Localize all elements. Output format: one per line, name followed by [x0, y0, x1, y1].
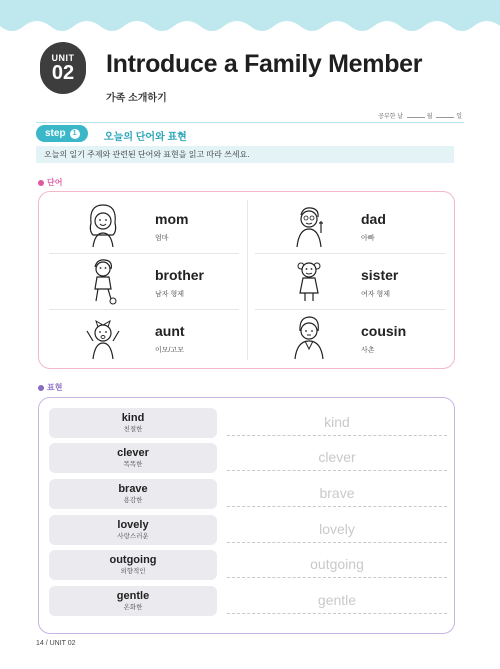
- word-korean: 여자 형제: [361, 291, 390, 298]
- column-divider: [247, 200, 248, 360]
- step-label: step: [45, 128, 66, 139]
- expression-card: [49, 550, 217, 580]
- expression-korean: 친절한: [123, 426, 143, 433]
- aunt-icon: [83, 313, 123, 361]
- trace-writing-line[interactable]: outgoing: [227, 552, 447, 578]
- words-heading: [38, 177, 62, 188]
- expression-row-lovely: [49, 515, 449, 545]
- word-korean: 엄마: [155, 235, 169, 242]
- day-blank[interactable]: [436, 117, 454, 118]
- words-panel: [38, 191, 455, 369]
- cousin-icon: [289, 313, 329, 361]
- unit-number: 02: [51, 62, 75, 84]
- expression-english: gentle: [116, 590, 150, 602]
- step-badge: [36, 125, 88, 142]
- expressions-heading: [38, 382, 62, 393]
- step-number: 1: [70, 129, 80, 139]
- trace-writing-line[interactable]: gentle: [227, 588, 447, 614]
- page-footer: 14 / UNIT 02: [36, 640, 76, 647]
- word-korean: 남자 형제: [155, 291, 184, 298]
- instruction-bar: [36, 146, 454, 163]
- month-blank[interactable]: [407, 117, 425, 118]
- word-english: dad: [361, 211, 386, 227]
- expression-english: lovely: [117, 519, 149, 531]
- day-label: 일: [456, 114, 462, 120]
- expression-row-gentle: [49, 586, 449, 616]
- word-card-cousin: [255, 310, 445, 364]
- expression-row-outgoing: [49, 550, 449, 580]
- word-card-dad: [255, 198, 445, 252]
- word-korean: 사촌: [361, 347, 375, 354]
- word-korean: 이모/고모: [155, 347, 184, 354]
- expression-korean: 온화한: [123, 604, 143, 611]
- page-subtitle: 가족 소개하기: [106, 93, 167, 104]
- brother-icon: [83, 257, 123, 305]
- trace-writing-line[interactable]: kind: [227, 410, 447, 436]
- expression-korean: 똑똑한: [123, 461, 143, 468]
- expression-row-brave: [49, 479, 449, 509]
- expression-row-kind: [49, 408, 449, 438]
- trace-writing-line[interactable]: brave: [227, 481, 447, 507]
- word-card-aunt: [49, 310, 239, 364]
- word-english: sister: [361, 267, 399, 283]
- word-korean: 아빠: [361, 235, 375, 242]
- expression-english: clever: [117, 447, 149, 459]
- trace-writing-line[interactable]: lovely: [227, 517, 447, 543]
- study-date-label: 공부한 날: [378, 114, 404, 120]
- word-card-sister: [255, 254, 445, 308]
- expression-english: brave: [118, 483, 148, 495]
- word-english: aunt: [155, 323, 185, 339]
- bullet-dot-icon: [38, 180, 44, 186]
- page-title: Introduce a Family Member: [106, 50, 423, 78]
- word-card-mom: [49, 198, 239, 252]
- word-english: cousin: [361, 323, 407, 339]
- expression-card: [49, 586, 217, 616]
- word-card-brother: [49, 254, 239, 308]
- trace-writing-line[interactable]: clever: [227, 445, 447, 471]
- sister-icon: [289, 257, 329, 305]
- header-divider: [36, 122, 464, 123]
- dad-icon: [289, 201, 329, 249]
- expression-english: outgoing: [109, 554, 157, 566]
- expression-korean: 용감한: [123, 497, 143, 504]
- expression-card: [49, 408, 217, 438]
- bullet-dot-icon: [38, 385, 44, 391]
- month-label: 월: [426, 114, 433, 120]
- expression-card: [49, 515, 217, 545]
- instruction-text: 오늘의 일기 주제와 관련된 단어와 표현을 읽고 따라 쓰세요.: [44, 150, 250, 159]
- word-english: brother: [155, 267, 204, 283]
- expression-card: [49, 479, 217, 509]
- expressions-panel: [38, 397, 455, 634]
- expression-english: kind: [121, 412, 145, 424]
- word-english: mom: [155, 211, 189, 227]
- expressions-heading-label: 표현: [47, 383, 63, 392]
- expression-card: [49, 443, 217, 473]
- mom-icon: [83, 201, 123, 249]
- expression-korean: 사랑스러운: [117, 533, 149, 540]
- header-wave: [0, 0, 500, 36]
- step-title: 오늘의 단어와 표현: [104, 132, 187, 143]
- unit-badge: [40, 42, 86, 94]
- unit-label: UNIT: [51, 53, 75, 63]
- expression-row-clever: [49, 443, 449, 473]
- expression-korean: 외향적인: [120, 568, 146, 575]
- study-date: [378, 111, 462, 120]
- words-heading-label: 단어: [47, 178, 63, 187]
